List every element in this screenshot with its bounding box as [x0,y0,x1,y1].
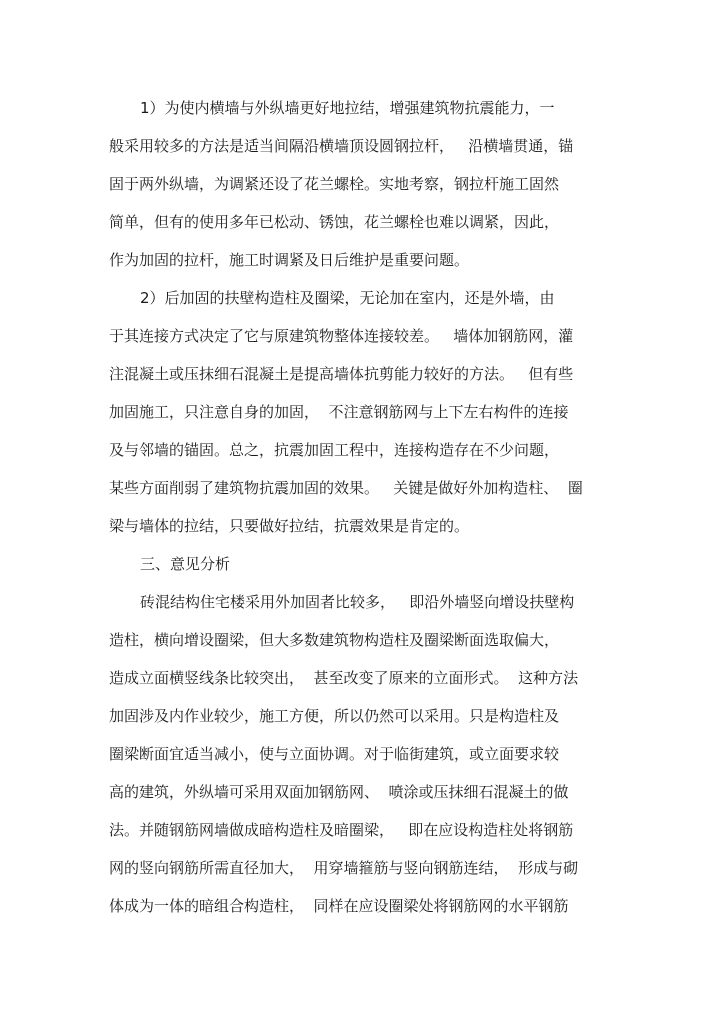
paragraph-2-line-2: 于其连接方式决定了它与原建筑物整体连接较差。 墙体加钢筋网，灌 [109,327,574,345]
paragraph-2-line-3: 注混凝土或压抹细石混凝土是提高墙体抗剪能力较好的方法。 但有些 [109,365,574,383]
paragraph-1-line-1: 1）为使内横墙与外纵墙更好地拉结，增强建筑物抗震能力，一 [140,99,555,117]
paragraph-1-line-5: 作为加固的拉杆，施工时调紧及日后维护是重要问题。 [109,251,470,269]
paragraph-3-line-3: 造成立面横竖线条比较突出， 甚至改变了原来的立面形式。 这种方法 [109,669,579,687]
paragraph-1-line-2: 般采用较多的方法是适当间隔沿横墙顶设圆钢拉杆， 沿横墙贯通，锚 [109,137,574,155]
paragraph-2-line-6: 某些方面削弱了建筑物抗震加固的效果。 关键是做好外加构造柱、 圈 [109,479,583,497]
paragraph-3-line-2: 造柱，横向增设圈梁，但大多数建筑物构造柱及圈梁断面选取偏大， [109,631,560,649]
paragraph-3-line-9: 体成为一体的暗组合构造柱， 同样在应设圈梁处将钢筋网的水平钢筋 [109,897,569,915]
paragraph-3-line-8: 网的竖向钢筋所需直径加大， 用穿墙箍筋与竖向钢筋连结， 形成与砌 [109,859,579,877]
paragraph-2-line-5: 及与邻墙的锚固。总之，抗震加固工程中，连接构造存在不少问题， [109,441,560,459]
paragraph-3-line-7: 法。并随钢筋网墙做成暗构造柱及暗圈梁， 即在应设构造柱处将钢筋 [109,821,574,839]
paragraph-2-line-4: 加固施工，只注意自身的加固， 不注意钢筋网与上下左右构件的连接 [109,403,569,421]
paragraph-3-line-6: 高的建筑，外纵墙可采用双面加钢筋网、 喷涂或压抹细石混凝土的做 [109,783,569,801]
paragraph-2-line-1: 2）后加固的扶壁构造柱及圈梁，无论加在室内，还是外墙，由 [140,289,555,307]
section-heading: 三、意见分析 [140,555,231,573]
paragraph-1-line-3: 固于两外纵墙，为调紧还设了花兰螺栓。实地考察，钢拉杆施工固然 [109,175,560,193]
paragraph-3-line-5: 圈梁断面宜适当减小，使与立面协调。对于临街建筑，或立面要求较 [109,745,560,763]
paragraph-1-line-4: 简单，但有的使用多年已松动、锈蚀，花兰螺栓也难以调紧，因此， [109,213,560,231]
paragraph-2-line-7: 梁与墙体的拉结，只要做好拉结，抗震效果是肯定的。 [109,517,470,535]
paragraph-3-line-1: 砖混结构住宅楼采用外加固者比较多， 即沿外墙竖向增设扶壁构 [140,593,575,611]
paragraph-3-line-4: 加固涉及内作业较少，施工方便，所以仍然可以采用。只是构造柱及 [109,707,560,725]
